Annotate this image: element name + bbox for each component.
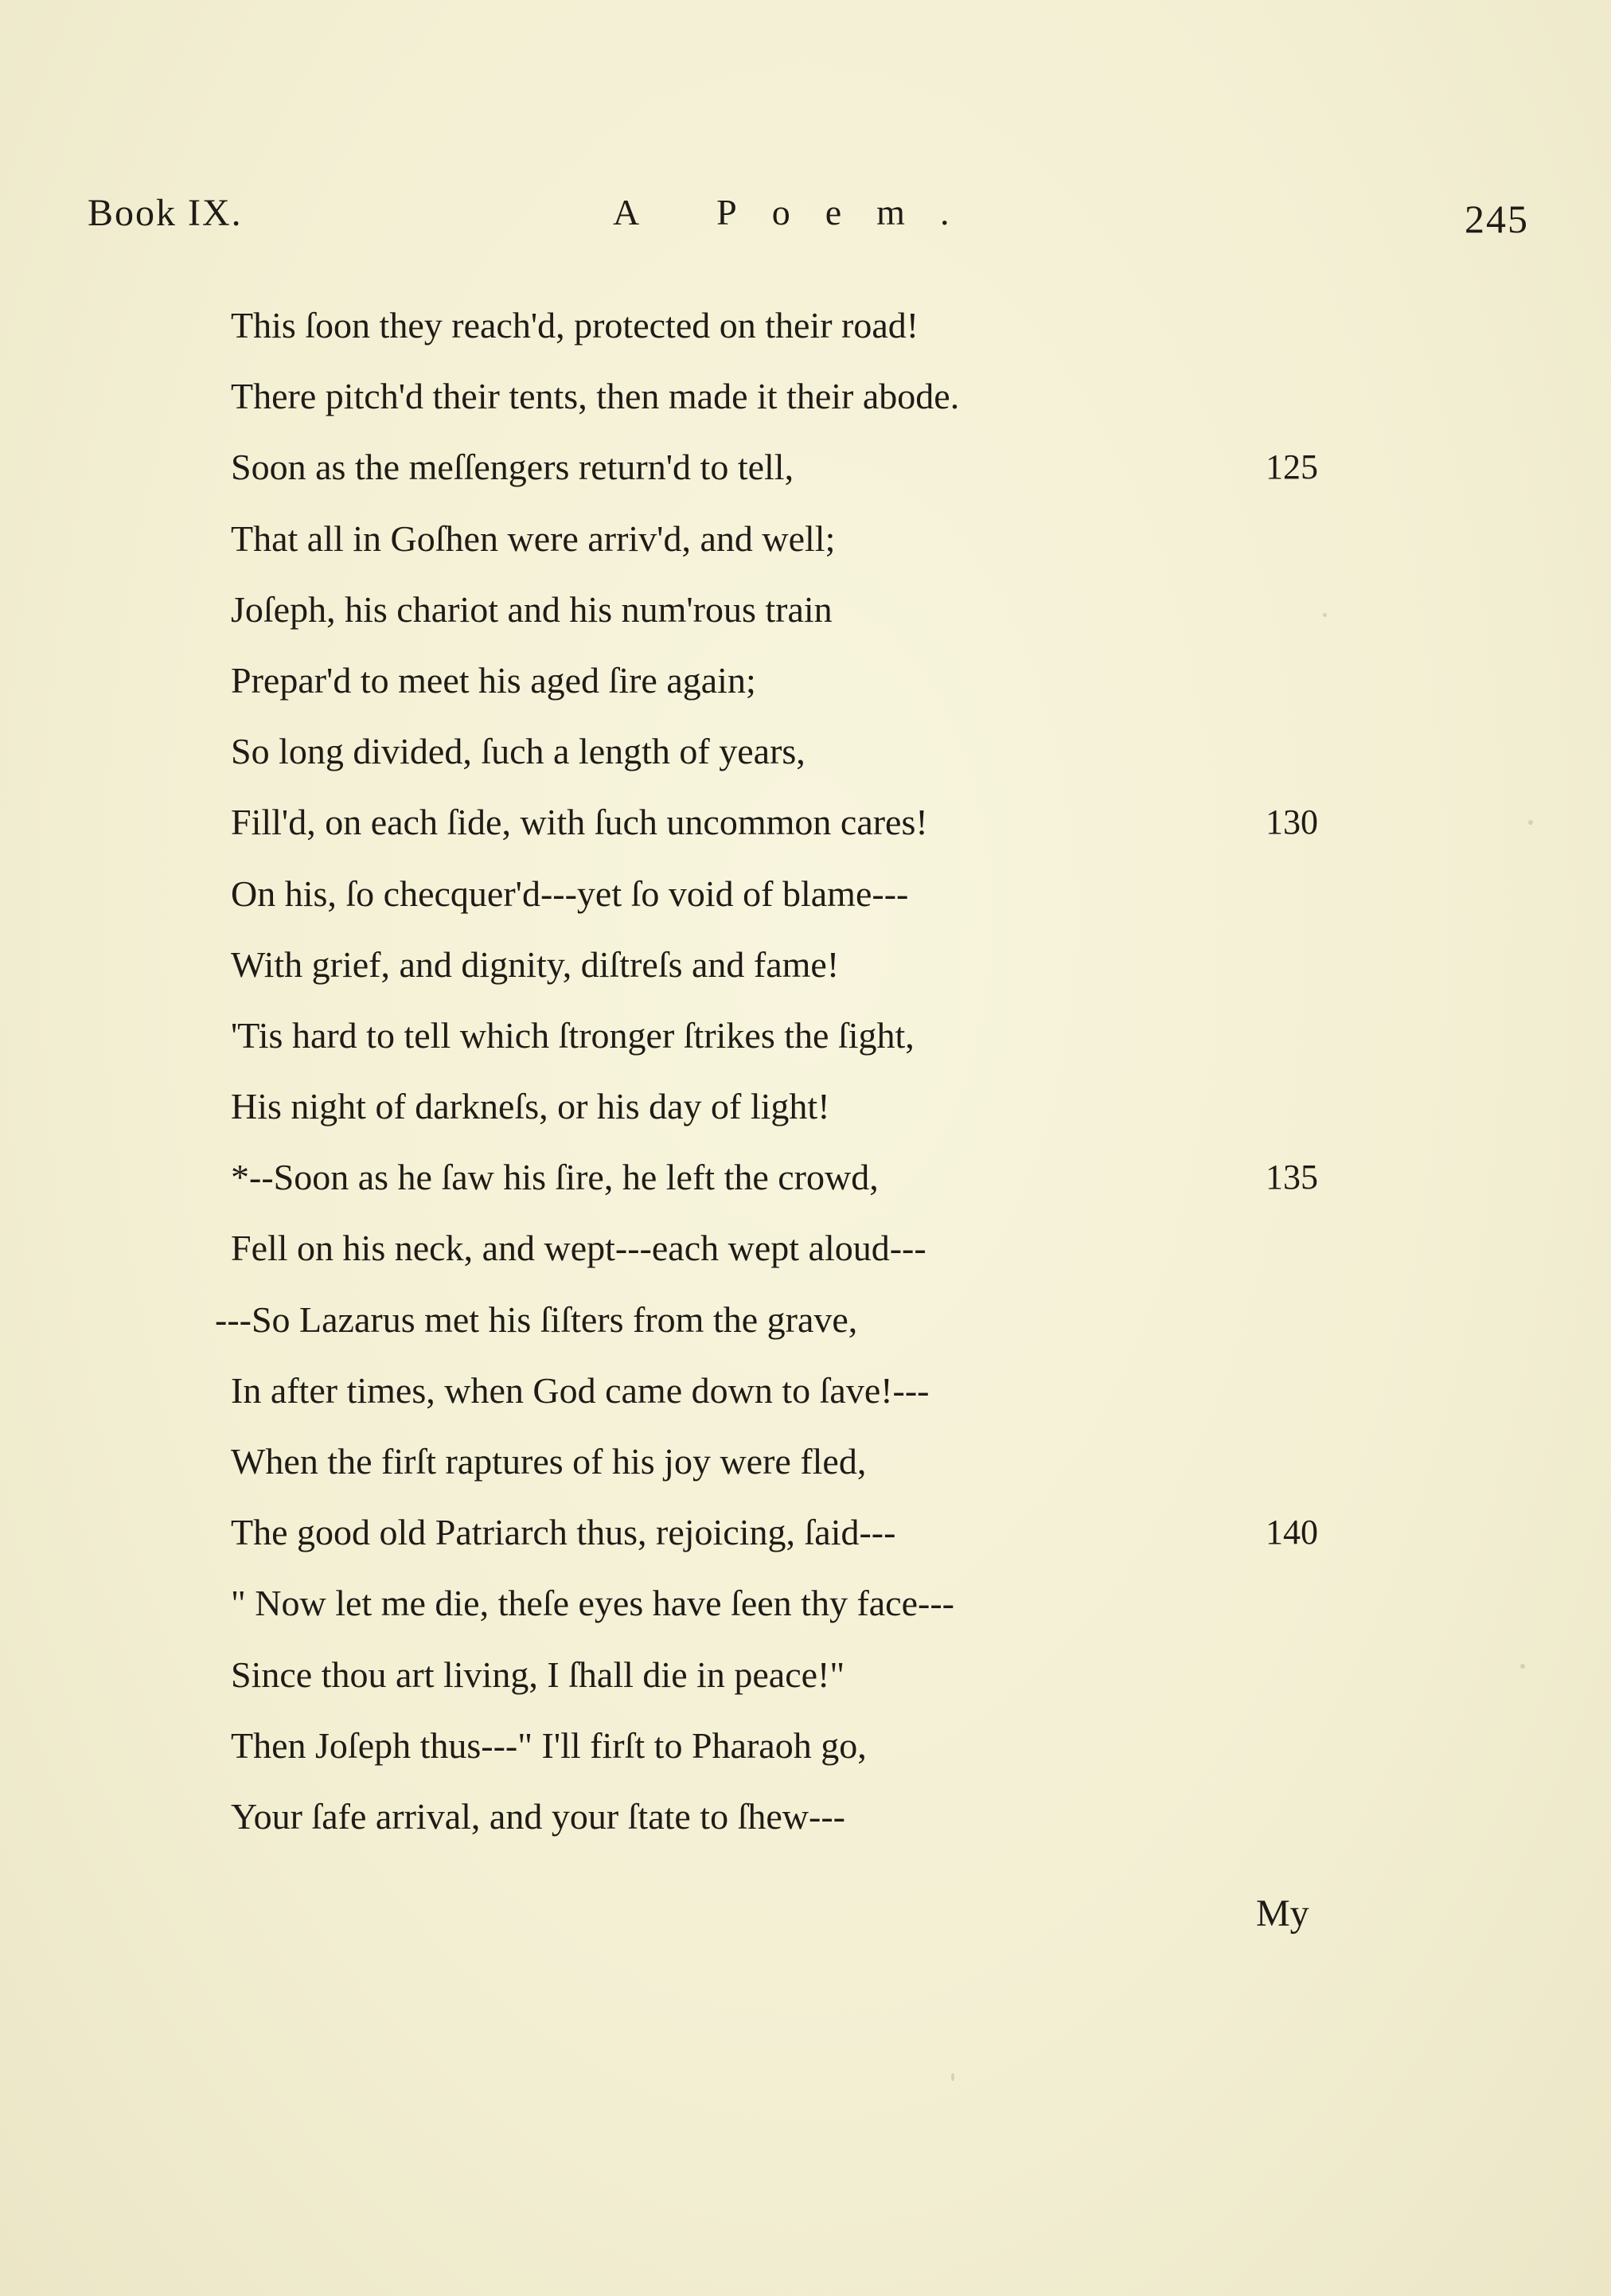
verse-line xyxy=(215,1000,1409,1071)
verse-line xyxy=(215,1781,1409,1852)
paper-speck xyxy=(1323,613,1327,617)
verse-text: Joſeph, his chariot and his num'rous train xyxy=(231,588,833,630)
line-number: 140 xyxy=(1266,1513,1318,1552)
verse-line xyxy=(215,503,1409,574)
verse-text: The good old Patriarch thus, rejoicing, ſaid--- xyxy=(231,1512,896,1553)
verse-text: ---So Lazarus met his ſiſters from the grave, xyxy=(215,1298,858,1340)
verse-line xyxy=(215,1639,1409,1710)
running-header xyxy=(0,191,1611,255)
verse-text: *--Soon as he ſaw his ſire, he left the crowd, xyxy=(231,1157,879,1198)
verse-line xyxy=(215,787,1409,857)
page-number: 245 xyxy=(1465,197,1529,241)
verse-line xyxy=(215,290,1409,361)
catchword: My xyxy=(1256,1892,1309,1935)
verse-text: Fell on his neck, and wept---each wept aloud--- xyxy=(231,1228,926,1269)
verse-line xyxy=(215,361,1409,431)
verse-text: This ſoon they reach'd, protected on their road! xyxy=(231,305,919,346)
verse-text: That all in Goſhen were arriv'd, and well; xyxy=(231,517,836,559)
verse-line xyxy=(215,1710,1409,1781)
verse-line xyxy=(215,574,1409,645)
line-number: 135 xyxy=(1266,1158,1318,1197)
verse-text: There pitch'd their tents, then made it their abode. xyxy=(231,376,960,417)
verse-text: 'Tis hard to tell which ſtronger ſtrikes the ſight, xyxy=(231,1014,915,1056)
verse-line xyxy=(215,1212,1409,1283)
verse-line xyxy=(215,1568,1409,1638)
verse-text: With grief, and dignity, diſtreſs and fame! xyxy=(231,943,840,985)
verse-text: On his, ſo checquer'd---yet ſo void of blame--- xyxy=(231,873,909,914)
verse-line xyxy=(215,1071,1409,1142)
verse-text: " Now let me die, theſe eyes have ſeen thy face--- xyxy=(231,1583,954,1624)
verse-text: So long divided, ſuch a length of years, xyxy=(231,731,806,772)
verse-text: Prepar'd to meet his aged ſire again; xyxy=(231,659,756,701)
verse-line xyxy=(215,1355,1409,1426)
verse-line xyxy=(215,431,1409,502)
book-label: Book IX. xyxy=(88,192,243,234)
verse-line xyxy=(215,716,1409,787)
verse-text: Fill'd, on each ſide, with ſuch uncommon cares! xyxy=(231,802,928,843)
verse-text: When the firſt raptures of his joy were fled, xyxy=(231,1441,867,1482)
verse-line xyxy=(215,929,1409,1000)
verse-text: Soon as the meſſengers return'd to tell, xyxy=(231,447,794,488)
verse-line xyxy=(215,858,1409,929)
line-number: 130 xyxy=(1266,802,1318,842)
line-number: 125 xyxy=(1266,447,1318,487)
verse-text: In after times, when God came down to ſave!--- xyxy=(231,1369,930,1411)
verse-text: Your ſafe arrival, and your ſtate to ſhew--- xyxy=(231,1795,845,1837)
paper-speck xyxy=(1528,820,1533,825)
verse-line xyxy=(215,1497,1409,1568)
verse-line xyxy=(215,1284,1409,1355)
verse-text: Then Joſeph thus---" I'll firſt to Pharaoh go, xyxy=(231,1724,867,1766)
paper-speck xyxy=(951,2073,954,2081)
verse-line xyxy=(215,1142,1409,1212)
verse-line xyxy=(215,645,1409,716)
verse-text: His night of darkneſs, or his day of light! xyxy=(231,1086,830,1127)
verse-line xyxy=(215,1426,1409,1497)
paper-speck xyxy=(1520,1664,1525,1669)
verse-block xyxy=(215,290,1409,1852)
verse-text: Since thou art living, I ſhall die in peace!" xyxy=(231,1654,845,1695)
running-title: A Poem. xyxy=(613,192,985,232)
